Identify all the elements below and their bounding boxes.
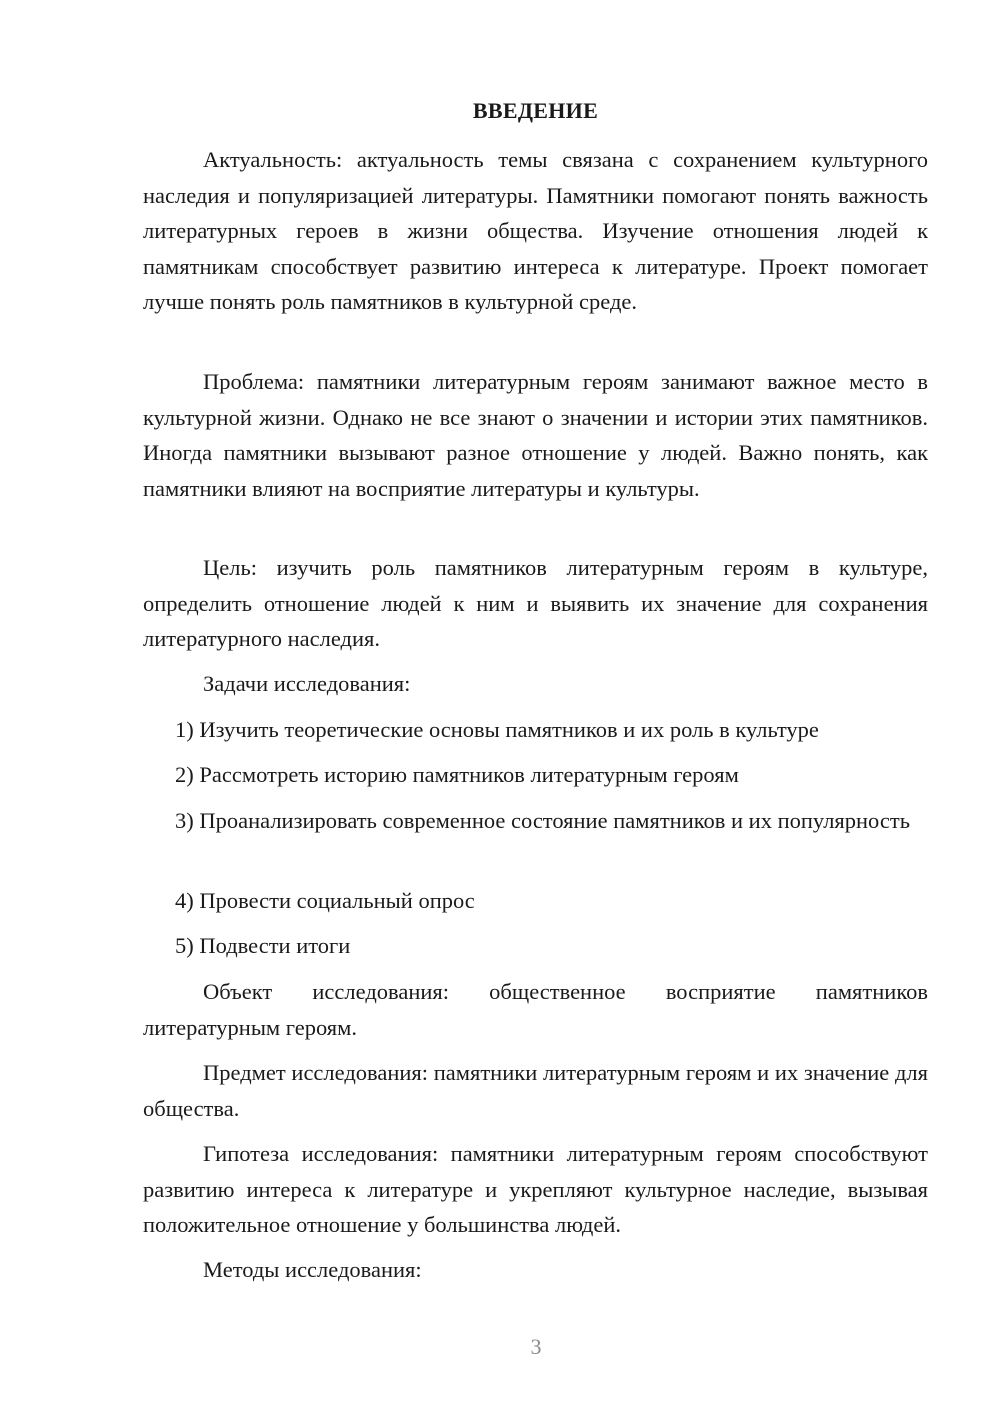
page-number: 3 [530, 1334, 542, 1359]
methods-title: Методы исследования: [203, 1257, 422, 1282]
relevance-paragraph: Актуальность: актуальность темы связана с сохранением культурного наследия и популяризацией литературы. Памятники помогают понять важность литературных героев в жизни общества. Изучение отношения людей к памятникам способствует развитию интереса к литературе. Проект помогает лучше понять роль памятников в культурной среде. [143, 147, 928, 314]
object-paragraph: Объект исследования: общественное восприятие памятников литературным героям. [143, 979, 928, 1040]
task-item-3: 3) Проанализировать современное состояние памятников и их популярность [175, 808, 910, 833]
hypothesis-paragraph: Гипотеза исследования: памятники литературным героям способствуют развитию интереса к литературе и укрепляют культурное наследие, вызывая положительное отношение у большинства людей. [143, 1141, 928, 1237]
task-item-5: 5) Подвести итоги [175, 933, 351, 958]
goal-paragraph: Цель: изучить роль памятников литературным героям в культуре, определить отношение людей к ним и выявить их значение для сохранения литературного наследия. [143, 555, 928, 651]
section-heading: ВВЕДЕНИЕ [472, 98, 599, 123]
problem-paragraph: Проблема: памятники литературным героям занимают важное место в культурной жизни. Однако не все знают о значении и истории этих памятников. Иногда памятники вызывают разное отношение у людей. Важно понять, как памятники влияют на восприятие литературы и культуры. [143, 369, 928, 501]
tasks-title: Задачи исследования: [203, 671, 411, 696]
task-item-4: 4) Провести социальный опрос [175, 888, 475, 913]
subject-paragraph: Предмет исследования: памятники литературным героям и их значение для общества. [143, 1060, 928, 1121]
task-item-2: 2) Рассмотреть историю памятников литературным героям [175, 762, 739, 787]
task-item-1: 1) Изучить теоретические основы памятников и их роль в культуре [175, 717, 819, 742]
